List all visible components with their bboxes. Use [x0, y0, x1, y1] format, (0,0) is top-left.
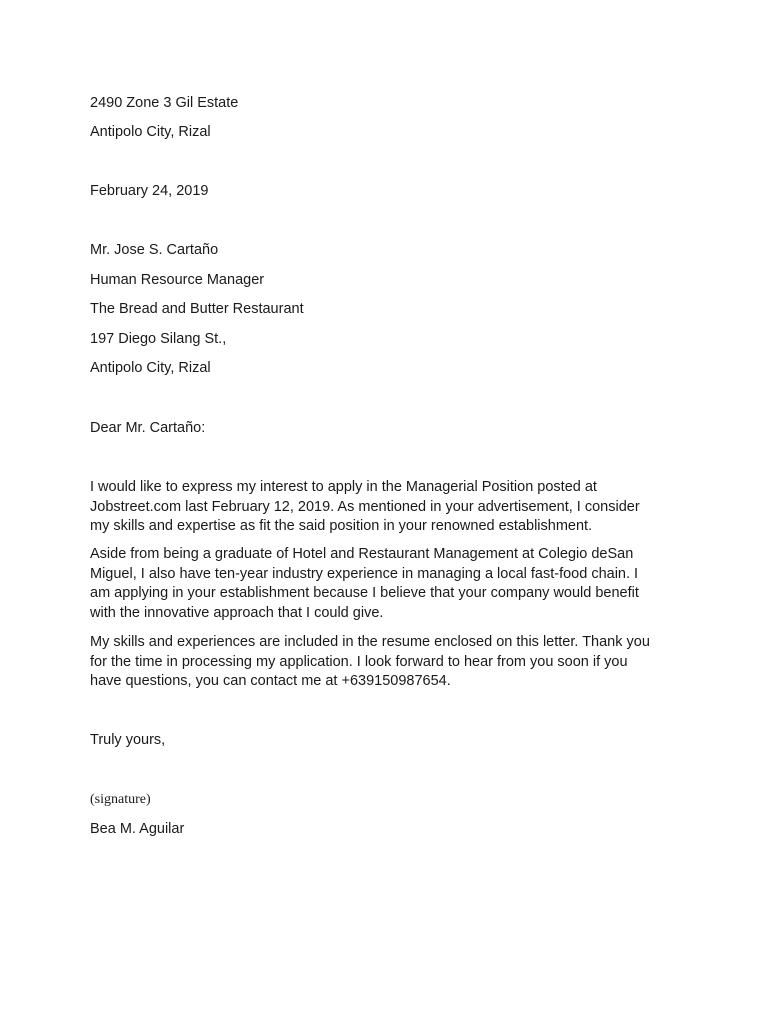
body-line: My skills and experiences are included in the resume enclosed on this letter. Thank you	[90, 634, 650, 650]
sender-address-line2: Antipolo City, Rizal	[90, 124, 211, 140]
body-line: for the time in processing my application. I look forward to hear from you soon if you	[90, 653, 628, 670]
body-line: have questions, you can contact me at +639150987654.	[90, 673, 451, 689]
signature-placeholder: (signature)	[90, 792, 151, 807]
closing: Truly yours,	[90, 732, 166, 748]
recipient-title: Human Resource Manager	[90, 272, 265, 288]
recipient-city: Antipolo City, Rizal	[90, 360, 211, 376]
body-line: Aside from being a graduate of Hotel and Restaurant Management at Colegio deSan	[90, 546, 634, 562]
body-paragraph-1	[90, 478, 690, 537]
body-line: am applying in your establishment because I believe that your company would benefit	[90, 585, 639, 601]
recipient-name: Mr. Jose S. Cartaño	[90, 242, 219, 258]
body-paragraph-2	[90, 545, 690, 623]
recipient-company: The Bread and Butter Restaurant	[90, 301, 304, 317]
body-line: I would like to express my interest to apply in the Managerial Position posted at	[90, 479, 597, 495]
body-paragraph-3	[90, 633, 690, 692]
sender-address-line1: 2490 Zone 3 Gil Estate	[90, 95, 239, 111]
salutation: Dear Mr. Cartaño:	[90, 420, 206, 436]
signer-name: Bea M. Aguilar	[90, 821, 185, 837]
body-line: Miguel, I also have ten-year industry experience in managing a local fast-food chain. I	[90, 565, 639, 582]
body-line: Jobstreet.com last February 12, 2019. As mentioned in your advertisement, I consider	[90, 498, 640, 515]
letter-date: February 24, 2019	[90, 183, 209, 199]
body-line: with the innovative approach that I could give.	[90, 604, 384, 621]
recipient-street: 197 Diego Silang St.,	[90, 331, 227, 347]
body-line: my skills and expertise as fit the said position in your renowned establishment.	[90, 518, 593, 534]
